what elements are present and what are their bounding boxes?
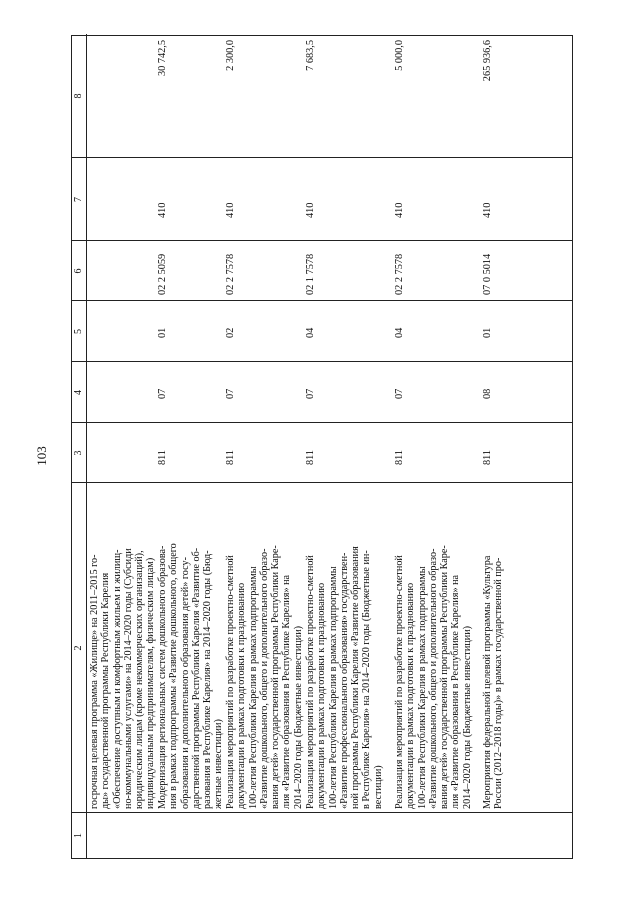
- description-line: в Республике Карелия» на 2014–2020 годы (Бюджетные ин-: [361, 550, 373, 809]
- description-line: жетные инвестиции): [213, 719, 225, 809]
- description-line: 2014–2020 годы (Бюджетные инвестиции): [461, 625, 473, 809]
- column-header: 7: [73, 197, 84, 202]
- target-article: 02 2 7578: [225, 253, 236, 295]
- admin-code: 811: [394, 449, 405, 465]
- row-description: [305, 546, 384, 809]
- column-header: 6: [73, 268, 84, 274]
- target-article: 07 0 5014: [482, 253, 493, 295]
- amount: 7 683,5: [305, 40, 316, 71]
- description-line: разования в Республике Карелия» на 2014–2020 годы (Бюд-: [202, 550, 214, 809]
- description-line: но-коммунальными услугами» на 2014–2020 годы (Субсиди: [122, 548, 134, 809]
- column-divider: [72, 812, 572, 813]
- description-line: Реализация мероприятий по разработке проектно-сметной: [225, 555, 236, 809]
- description-line: Модернизация региональных систем дошкольного образова-: [157, 545, 168, 809]
- description-line: ды» государственной программы Республики Карелия: [100, 572, 112, 809]
- subsection-code: 01: [482, 327, 493, 338]
- admin-code: 811: [225, 449, 236, 465]
- description-line: Реализация мероприятий по разработке проектно-сметной: [394, 555, 405, 809]
- column-divider: [72, 482, 572, 483]
- row-description: [394, 545, 473, 809]
- column-header: 1: [73, 833, 84, 838]
- amount: 5 000,0: [394, 40, 405, 71]
- description-line: лия «Развитие образования в Республике Карелия» на: [281, 574, 293, 809]
- section-code: 07: [225, 388, 236, 399]
- section-code: 07: [157, 388, 168, 399]
- column-divider: [72, 300, 572, 301]
- description-line: госрочная целевая программа «Жилище» на 2011–2015 го-: [89, 554, 100, 809]
- expense-type: 410: [305, 202, 316, 218]
- expense-type: 410: [225, 202, 236, 218]
- admin-code: 811: [482, 449, 493, 465]
- description-line: индивидуальным предпринимателям, физическим лицам): [145, 557, 157, 809]
- description-line: юридическим лицам (кроме некоммерческих организаций),: [134, 550, 146, 809]
- table-wrapper: [71, 35, 573, 859]
- description-line: России (2012–2018 годы)» в рамках государственной про-: [493, 557, 505, 809]
- column-divider: [72, 240, 572, 241]
- description-line: 100-летия Республики Карелия в рамках подпрограммы: [327, 566, 339, 809]
- row-description: [225, 545, 304, 809]
- expense-type: 410: [157, 202, 168, 218]
- description-line: вания детей» государственной программы Республики Каре-: [270, 545, 282, 809]
- section-code: 08: [482, 388, 493, 399]
- column-header: 5: [73, 329, 84, 334]
- subsection-code: 04: [305, 327, 316, 338]
- page-number: 103: [34, 446, 49, 466]
- target-article: 02 2 5059: [157, 253, 168, 295]
- description-line: «Обеспечение доступным и комфортным жильем и жилищ-: [111, 549, 123, 809]
- description-line: 100-летия Республики Карелия в рамках подпрограммы: [247, 566, 259, 809]
- amount: 2 300,0: [225, 40, 236, 71]
- description-line: Мероприятия федеральной целевой программы «Культура: [482, 555, 493, 809]
- description-line: «Развитие дошкольного, общего и дополнительного образо-: [427, 548, 439, 809]
- row-description: [89, 548, 157, 809]
- description-line: «Развитие профессионального образования» государствен-: [338, 552, 350, 809]
- column-divider: [72, 157, 572, 158]
- section-code: 07: [305, 388, 316, 399]
- description-line: Реализация мероприятий по разработке проектно-сметной: [305, 555, 316, 809]
- admin-code: 811: [305, 449, 316, 465]
- column-divider: [72, 361, 572, 362]
- description-line: дарственной программы Республики Карелия «Развитие об-: [190, 547, 202, 809]
- description-line: документации в рамках подготовки к празднованию: [316, 582, 328, 809]
- subsection-code: 01: [157, 327, 168, 338]
- header-row: [72, 34, 87, 858]
- column-header: 8: [73, 93, 84, 99]
- row-description: [482, 556, 505, 809]
- row-description: [157, 543, 225, 809]
- section-code: 07: [394, 388, 405, 399]
- description-line: документации в рамках подготовки к празднованию: [236, 582, 248, 809]
- column-header: 3: [73, 450, 84, 456]
- subsection-code: 04: [394, 327, 405, 338]
- admin-code: 811: [157, 449, 168, 465]
- description-line: 100-летия Республики Карелия в рамках подпрограммы: [416, 566, 428, 809]
- column-header: 2: [73, 645, 84, 651]
- description-line: 2014–2020 годы (Бюджетные инвестиции): [292, 625, 304, 809]
- target-article: 02 2 7578: [394, 253, 405, 295]
- description-line: образования и дополнительного образования детей» госу-: [179, 557, 191, 809]
- description-line: ной программы Республики Карелия «Развитие образования: [350, 546, 362, 809]
- description-line: ния в рамках подпрограммы «Развитие дошкольного, общего: [168, 543, 180, 809]
- expense-type: 410: [394, 202, 405, 218]
- amount: 30 742,5: [157, 40, 168, 77]
- description-line: лия «Развитие образования в Республике Карелия» на: [450, 574, 462, 809]
- column-header: 4: [73, 390, 84, 395]
- subsection-code: 02: [225, 327, 236, 338]
- description-line: вания детей» государственной программы Республики Каре-: [439, 545, 451, 809]
- amount: 265 936,6: [482, 40, 493, 82]
- description-line: документации в рамках подготовки к празднованию: [405, 582, 417, 809]
- target-article: 02 1 7578: [305, 253, 316, 295]
- column-divider: [72, 422, 572, 423]
- description-line: «Развитие дошкольного, общего и дополнительного образо-: [258, 548, 270, 809]
- expense-type: 410: [482, 202, 493, 218]
- description-line: вестиции): [372, 765, 384, 809]
- budget-table: [71, 35, 573, 859]
